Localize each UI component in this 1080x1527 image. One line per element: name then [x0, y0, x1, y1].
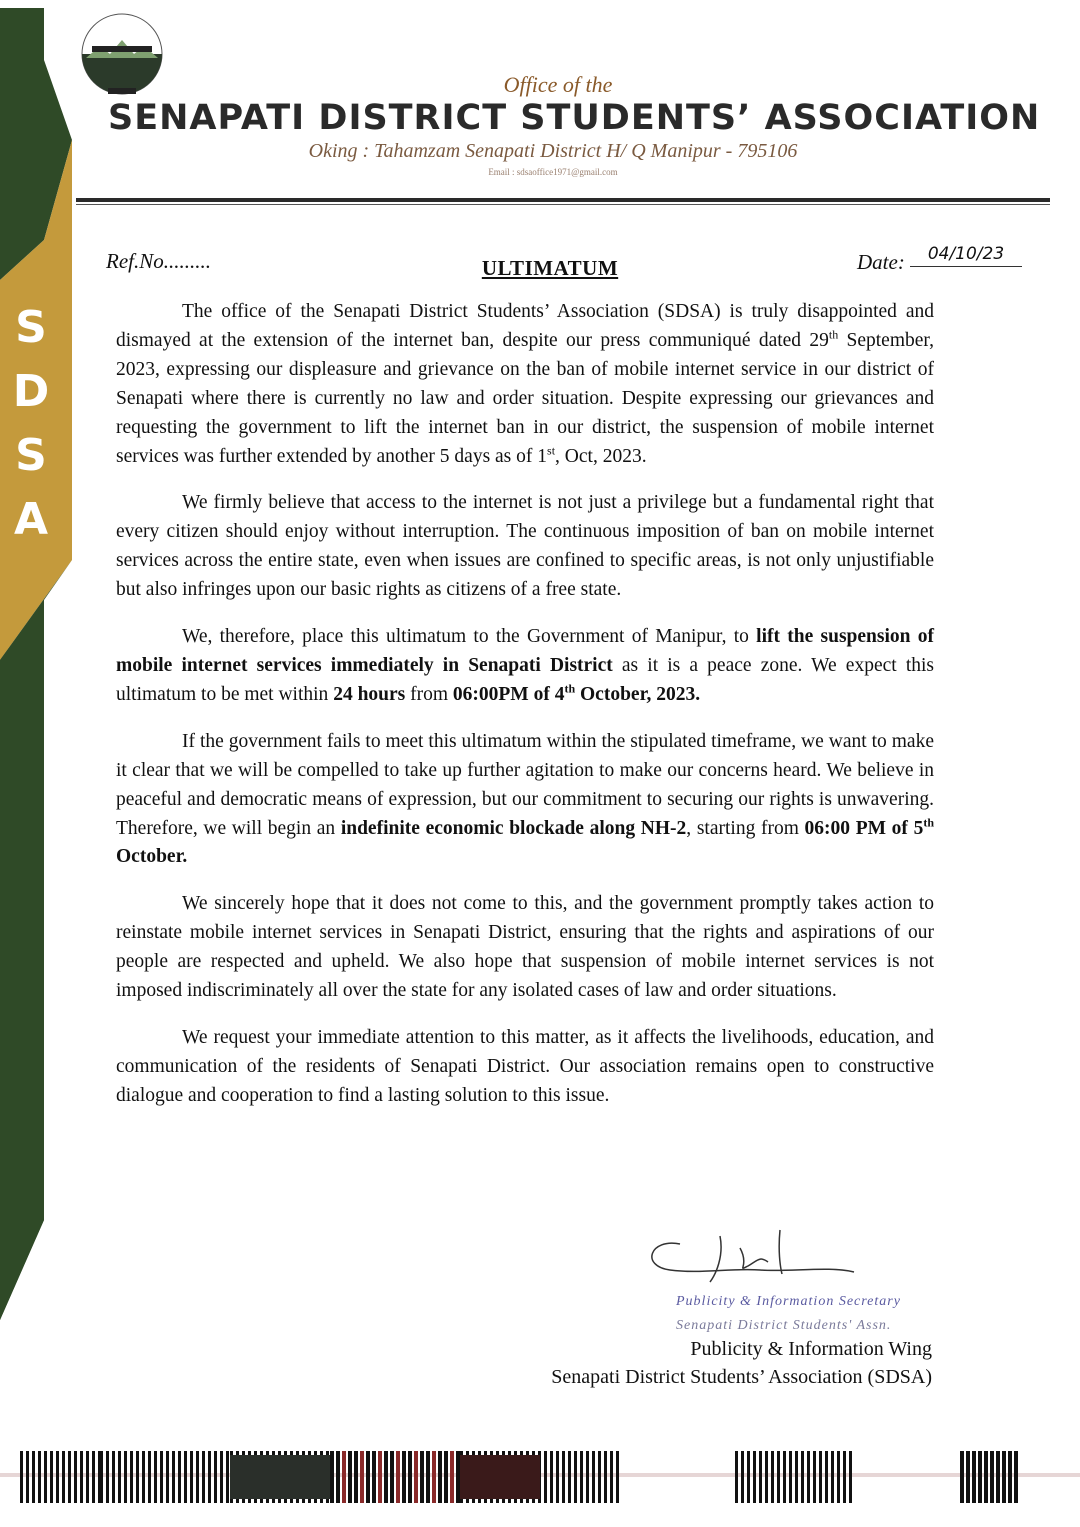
ribbon-letter: S	[15, 430, 47, 481]
paragraph-2: We firmly believe that access to the internet is not just a privilege but a fundamental right that every citizen should enjoy without interruption. The continuous imposition of ban on mobile internet services across the entire state, even when issues are confined to specific areas, is not only unjustifiable but also infringes upon our basic rights as citizens of a free state.	[116, 492, 934, 601]
signatory-organization: Senapati District Students’ Association (SDSA)	[551, 1366, 932, 1388]
ribbon-letter: S	[15, 302, 47, 353]
paragraph-3: We, therefore, place this ultimatum to the Government of Manipur, to lift the suspension of mobile internet services immediately in Senapati District as it is a peace zone. We expect this ultimatum to be met within 24 hours from 06:00PM of 4th October, 2023.	[116, 626, 935, 705]
footer-pattern	[0, 1445, 1080, 1507]
date-label: Date:	[857, 250, 905, 274]
date-value: 04/10/23	[910, 244, 1022, 267]
paragraph-4: If the government fails to meet this ultimatum within the stipulated timeframe, we want to make it clear that we will be compelled to take up further agitation to make our concerns heard. We believe in peaceful and democratic means of expression, but our commitment to securing our rights is unwavering. Therefore, we will begin an indefinite economic blockade along NH-2, starting from 06:00 PM of 5th October.	[116, 730, 934, 868]
paragraph-5: We sincerely hope that it does not come to this, and the government promptly takes action to reinstate mobile internet services in Senapati District, ensuring that the rights and aspirations of our people are respected and upheld. We also hope that suspension of mobile internet services is not imposed indiscriminately all over the state for any isolated cases of law and order situations.	[116, 893, 934, 1002]
paragraph-1: The office of the Senapati District Students’ Association (SDSA) is truly disappointed and dismayed at the extension of the internet ban, despite our press communiqué dated 29th September, 2023, expressing our displeasure and grievance on the ban of mobile internet service in our district of Senapati where there is currently no law and order situation. Despite expressing our grievances and requesting the government to lift the internet ban in our district, the suspension of mobile internet services was further extended by another 5 days as of 1st, Oct, 2023.	[116, 301, 934, 467]
left-ribbon	[0, 0, 80, 1527]
office-of-label: Office of the	[503, 72, 613, 97]
association-name: SENAPATI DISTRICT STUDENTS’ ASSOCIATION	[108, 98, 1041, 138]
association-address: Oking : Tahamzam Senapati District H/ Q Manipur - 795106	[308, 140, 798, 162]
paragraph-6: We request your immediate attention to this matter, as it affects the livelihoods, education, and communication of the residents of Senapati District. Our association remains open to constructive dialogue and cooperation to find a lasting solution to this issue.	[116, 1026, 934, 1106]
reference-number: Ref.No.........	[106, 249, 211, 273]
stamp-line-2: Senapati District Students' Assn.	[676, 1318, 892, 1333]
ribbon-letter: A	[13, 494, 49, 545]
signatory-wing: Publicity & Information Wing	[690, 1338, 932, 1360]
association-email: Email : sdsaoffice1971@gmail.com	[488, 167, 618, 177]
header-divider	[76, 198, 1050, 206]
ribbon-letters	[0, 296, 62, 552]
stamp-line-1: Publicity & Information Secretary	[676, 1294, 901, 1309]
letter-body	[116, 298, 934, 1129]
handwritten-signature	[640, 1226, 860, 1296]
ribbon-letter: D	[12, 366, 50, 417]
ribbon-graphic	[0, 0, 80, 1527]
document-title: ULTIMATUM	[481, 256, 619, 280]
